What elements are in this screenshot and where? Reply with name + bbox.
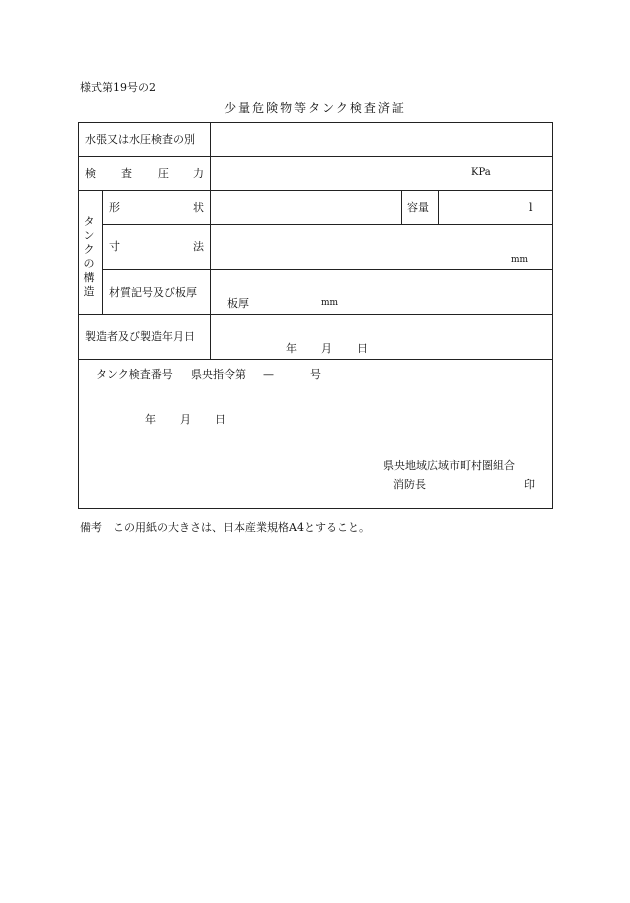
issuer-organization: 県央地域広域市町村圏組合 xyxy=(383,459,515,472)
inspection-pressure-label-2: 査 xyxy=(121,167,132,180)
inspection-type-label: 水張又は水圧検査の別 xyxy=(85,133,195,146)
form-title: 少量危険物等タンク検査済証 xyxy=(224,101,406,115)
shape-label-2: 状 xyxy=(193,201,204,214)
column-divider xyxy=(401,190,402,224)
column-divider xyxy=(210,122,211,359)
certificate-number-prefix: 県央指令第 xyxy=(191,368,246,381)
manufacture-month-label: 月 xyxy=(321,342,332,355)
issuer-title: 消防長 xyxy=(393,478,426,491)
row-divider xyxy=(78,190,553,191)
issue-month-label: 月 xyxy=(180,413,191,426)
row-divider xyxy=(78,314,553,315)
certificate-form xyxy=(78,122,553,509)
issue-year-label: 年 xyxy=(145,413,156,426)
dimension-unit: mm xyxy=(511,255,529,265)
certificate-number-dash: — xyxy=(263,368,274,381)
shape-label-1: 形 xyxy=(109,201,120,214)
pressure-unit: KPa xyxy=(471,167,491,178)
capacity-label: 容量 xyxy=(407,201,429,214)
dimension-label-1: 寸 xyxy=(109,240,120,253)
row-divider xyxy=(78,359,553,360)
inspection-pressure-label-1: 検 xyxy=(85,167,96,180)
material-label: 材質記号及び板厚 xyxy=(109,286,197,299)
thickness-label: 板厚 xyxy=(227,297,249,310)
form-number: 様式第19号の2 xyxy=(80,81,156,94)
manufacture-year-label: 年 xyxy=(286,342,297,355)
row-divider xyxy=(102,269,553,270)
certificate-number-suffix: 号 xyxy=(310,368,321,381)
inspection-pressure-label-4: 力 xyxy=(193,167,204,180)
inspection-pressure-label-3: 圧 xyxy=(158,167,169,180)
thickness-unit: mm xyxy=(321,298,339,308)
column-divider xyxy=(102,190,103,314)
dimension-label-2: 法 xyxy=(193,240,204,253)
row-divider xyxy=(78,156,553,157)
tank-structure-label: タンクの構造 xyxy=(83,215,95,298)
issue-day-label: 日 xyxy=(215,413,226,426)
seal-mark: 印 xyxy=(524,478,535,491)
footer-note: 備考 この用紙の大きさは、日本産業規格A4とすること。 xyxy=(80,521,370,534)
column-divider xyxy=(438,190,439,224)
certificate-number-label: タンク検査番号 xyxy=(96,368,173,381)
capacity-unit: l xyxy=(529,201,533,214)
manufacture-day-label: 日 xyxy=(357,342,368,355)
manufacturer-label: 製造者及び製造年月日 xyxy=(85,330,195,343)
row-divider xyxy=(102,224,553,225)
